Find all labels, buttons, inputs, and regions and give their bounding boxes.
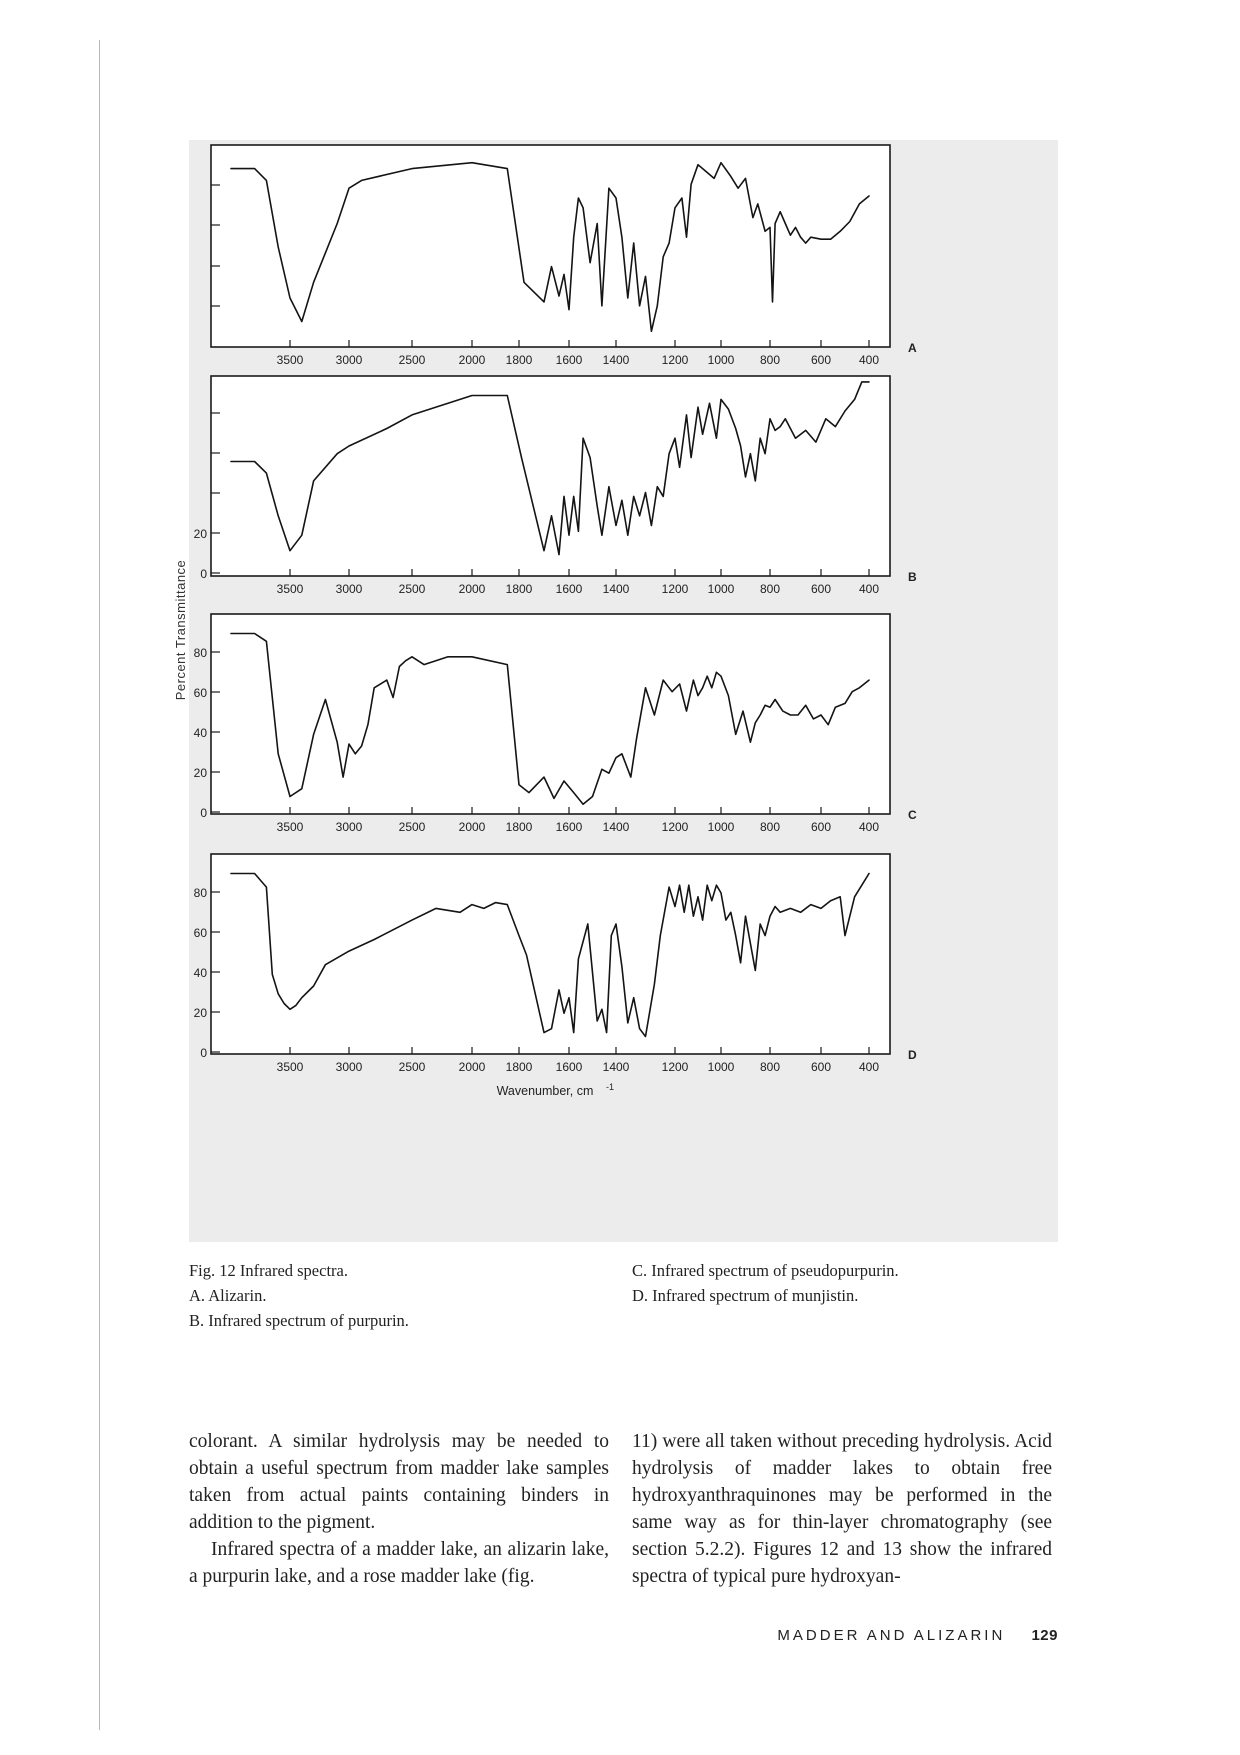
x-tick-label: 800 xyxy=(759,353,781,367)
y-tick-label: 40 xyxy=(193,726,207,740)
body-column-left xyxy=(189,1428,609,1590)
x-tick-label: 400 xyxy=(858,582,880,596)
x-axis-unit-superscript: -1 xyxy=(606,1082,615,1092)
x-tick-label: 3000 xyxy=(335,582,363,596)
x-tick-label: 2000 xyxy=(458,582,486,596)
x-tick-label: 2000 xyxy=(458,820,486,834)
x-tick-label: 1600 xyxy=(555,582,583,596)
x-axis-label: Wavenumber, cm xyxy=(496,1084,594,1098)
panel-letter: A xyxy=(908,341,917,355)
figure-caption-right xyxy=(632,1258,899,1308)
y-tick-label: 60 xyxy=(193,686,207,700)
x-tick-label: 3000 xyxy=(335,1060,363,1074)
y-tick-label: 0 xyxy=(200,806,207,820)
x-tick-label: 1600 xyxy=(555,353,583,367)
caption-line: D. Infrared spectrum of munjistin. xyxy=(632,1286,859,1305)
x-tick-label: 1400 xyxy=(602,353,630,367)
x-tick-label: 3500 xyxy=(276,582,304,596)
x-tick-label: 1400 xyxy=(602,820,630,834)
figure-12-ir-spectra xyxy=(173,140,1058,1242)
x-tick-label: 1000 xyxy=(707,1060,735,1074)
x-tick-label: 400 xyxy=(858,1060,880,1074)
panel-letter: D xyxy=(908,1048,917,1062)
spectrum-plot-frame xyxy=(211,376,890,576)
x-tick-label: 2500 xyxy=(398,582,426,596)
y-tick-label: 20 xyxy=(193,766,207,780)
x-tick-label: 400 xyxy=(858,820,880,834)
x-tick-label: 800 xyxy=(759,1060,781,1074)
page-margin-line xyxy=(99,40,100,1730)
x-tick-label: 1200 xyxy=(661,1060,689,1074)
y-tick-label: 60 xyxy=(193,926,207,940)
x-tick-label: 800 xyxy=(759,582,781,596)
x-tick-label: 3500 xyxy=(276,820,304,834)
running-title: MADDER AND ALIZARIN xyxy=(777,1627,1006,1644)
figure-caption-left xyxy=(189,1258,409,1333)
y-tick-label: 40 xyxy=(193,966,207,980)
x-tick-label: 1600 xyxy=(555,820,583,834)
y-tick-label: 20 xyxy=(193,1006,207,1020)
y-axis-label: Percent Transmittance xyxy=(173,559,188,701)
x-tick-label: 3000 xyxy=(335,353,363,367)
x-tick-label: 1400 xyxy=(602,1060,630,1074)
y-tick-label: 0 xyxy=(200,567,207,581)
x-tick-label: 2500 xyxy=(398,1060,426,1074)
caption-line: B. Infrared spectrum of purpurin. xyxy=(189,1311,409,1330)
panel-letter: C xyxy=(908,808,917,822)
body-column-right xyxy=(632,1428,1052,1590)
page-number: 129 xyxy=(1031,1627,1058,1644)
x-tick-label: 400 xyxy=(858,353,880,367)
x-tick-label: 600 xyxy=(810,582,832,596)
x-tick-label: 1000 xyxy=(707,353,735,367)
panel-letter: B xyxy=(908,570,917,584)
x-tick-label: 1200 xyxy=(661,582,689,596)
x-tick-label: 1600 xyxy=(555,1060,583,1074)
body-paragraph: 11) were all taken without preceding hydrolysis. Acid hydrolysis of madder lakes to obtain free hydroxyanthraquinones may be performed in the same way as for thin-layer chromatography (see section 5.2.2). Figures 12 and 13 show the infrared spectra of typical pure hydroxyan- xyxy=(632,1431,1052,1587)
x-tick-label: 1000 xyxy=(707,820,735,834)
x-tick-label: 1000 xyxy=(707,582,735,596)
x-tick-label: 1400 xyxy=(602,582,630,596)
x-tick-label: 1800 xyxy=(505,820,533,834)
x-tick-label: 2500 xyxy=(398,820,426,834)
body-paragraph: Infrared spectra of a madder lake, an alizarin lake, a purpurin lake, and a rose madder lake (fig. xyxy=(189,1539,609,1587)
spectrum-plot-frame xyxy=(211,854,890,1054)
x-tick-label: 600 xyxy=(810,353,832,367)
x-tick-label: 2000 xyxy=(458,1060,486,1074)
x-tick-label: 1200 xyxy=(661,353,689,367)
x-tick-label: 2000 xyxy=(458,353,486,367)
x-tick-label: 3500 xyxy=(276,353,304,367)
y-tick-label: 80 xyxy=(193,886,207,900)
x-tick-label: 3000 xyxy=(335,820,363,834)
x-tick-label: 800 xyxy=(759,820,781,834)
x-tick-label: 1800 xyxy=(505,353,533,367)
spectrum-plot-frame xyxy=(211,145,890,347)
caption-line: Fig. 12 Infrared spectra. xyxy=(189,1261,348,1280)
x-tick-label: 2500 xyxy=(398,353,426,367)
spectra-chart xyxy=(173,140,1058,1242)
caption-line: A. Alizarin. xyxy=(189,1286,267,1305)
x-tick-label: 1200 xyxy=(661,820,689,834)
x-tick-label: 1800 xyxy=(505,582,533,596)
body-paragraph: colorant. A similar hydrolysis may be needed to obtain a useful spectrum from madder lake samples taken from actual paints containing binders in addition to the pigment. xyxy=(189,1431,609,1533)
y-tick-label: 20 xyxy=(193,527,207,541)
x-tick-label: 1800 xyxy=(505,1060,533,1074)
x-tick-label: 3500 xyxy=(276,1060,304,1074)
y-tick-label: 80 xyxy=(193,646,207,660)
caption-line: C. Infrared spectrum of pseudopurpurin. xyxy=(632,1261,899,1280)
y-tick-label: 0 xyxy=(200,1046,207,1060)
x-tick-label: 600 xyxy=(810,1060,832,1074)
page-footer xyxy=(740,1627,1058,1651)
x-tick-label: 600 xyxy=(810,820,832,834)
